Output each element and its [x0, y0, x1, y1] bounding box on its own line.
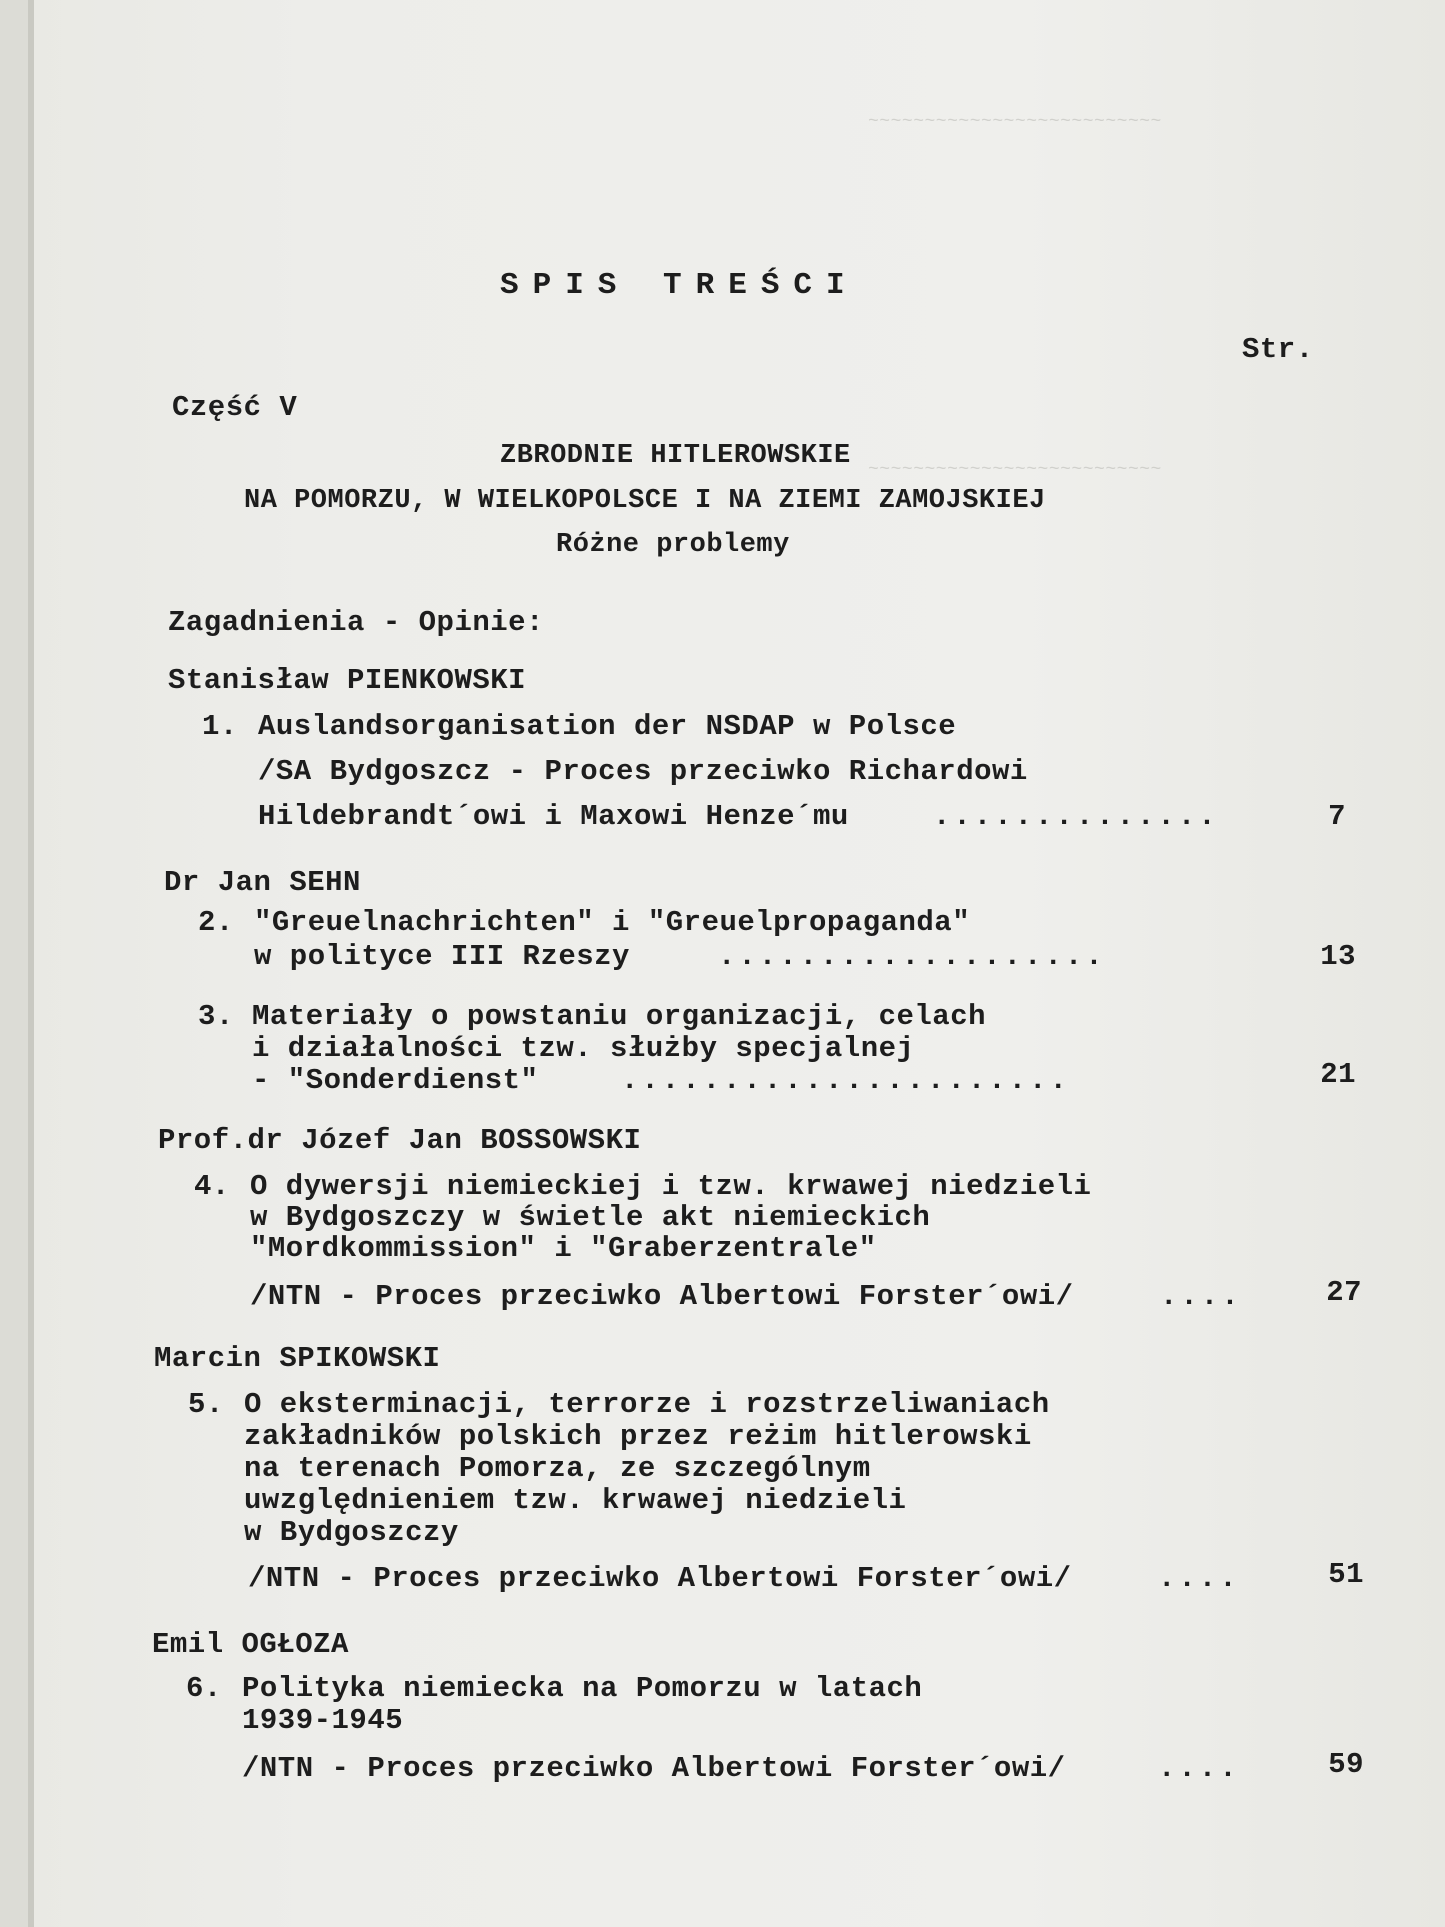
toc-entry-line: 1939-1945	[242, 1704, 404, 1737]
toc-page-number: 59	[1328, 1748, 1364, 1781]
toc-entry-line: i działalności tzw. służby specjalnej	[252, 1032, 915, 1065]
toc-entry-line: O dywersji niemieckiej i tzw. krwawej niedzieli	[250, 1170, 1092, 1203]
toc-leader-dots: ...................	[718, 940, 1106, 973]
heading-line-3: Różne problemy	[556, 530, 790, 560]
toc-entry-line: Materiały o powstaniu organizacji, celach	[252, 1000, 987, 1033]
toc-entry-line: /NTN - Proces przeciwko Albertowi Forster´owi/	[248, 1562, 1072, 1595]
toc-entry-number: 3.	[198, 1000, 234, 1033]
toc-entry-line: /SA Bydgoszcz - Proces przeciwko Richardowi	[258, 755, 1028, 788]
toc-entry-line: uwzględnieniem tzw. krwawej niedzieli	[244, 1484, 907, 1517]
toc-author: Dr Jan SEHN	[164, 866, 361, 899]
toc-entry-line: /NTN - Proces przeciwko Albertowi Forster´owi/	[250, 1280, 1074, 1313]
bleed-through-text: ~~~~~~~~~~~~~~~~~~~~~~~~~~	[868, 460, 1162, 480]
toc-leader-dots: ....	[1158, 1562, 1240, 1595]
toc-entry-number: 4.	[194, 1170, 230, 1203]
toc-page-number: 7	[1328, 800, 1346, 833]
toc-entry-line: zakładników polskich przez reżim hitlerowski	[244, 1420, 1032, 1453]
toc-page-number: 21	[1320, 1058, 1356, 1091]
toc-entry-number: 5.	[188, 1388, 224, 1421]
part-label: Część V	[172, 391, 298, 424]
section-label: Zagadnienia - Opinie:	[168, 606, 544, 639]
toc-entry-number: 6.	[186, 1672, 222, 1705]
toc-page-number: 13	[1320, 940, 1356, 973]
toc-page-number: 51	[1328, 1558, 1364, 1591]
toc-author: Marcin SPIKOWSKI	[154, 1342, 441, 1375]
toc-entry-line: /NTN - Proces przeciwko Albertowi Forster´owi/	[242, 1752, 1066, 1785]
bleed-through-text: ~~~~~~~~~~~~~~~~~~~~~~~~~~	[868, 112, 1162, 132]
heading-line-1: ZBRODNIE HITLEROWSKIE	[500, 441, 851, 471]
toc-title: SPIS TREŚCI	[500, 268, 859, 303]
toc-entry-number: 1.	[202, 710, 238, 743]
toc-entry-line: Polityka niemiecka na Pomorzu w latach	[242, 1672, 923, 1705]
toc-entry-number: 2.	[198, 906, 234, 939]
toc-entry-line: w Bydgoszczy	[244, 1516, 459, 1549]
toc-entry-line: O eksterminacji, terrorze i rozstrzeliwaniach	[244, 1388, 1050, 1421]
toc-entry-line: Auslandsorganisation der NSDAP w Polsce	[258, 710, 957, 743]
heading-line-2: NA POMORZU, W WIELKOPOLSCE I NA ZIEMI ZAMOJSKIEJ	[244, 486, 1046, 516]
toc-entry-line: "Greuelnachrichten" i "Greuelpropaganda"	[254, 906, 971, 939]
toc-entry-line: w Bydgoszczy w świetle akt niemieckich	[250, 1201, 931, 1234]
toc-page-number: 27	[1326, 1276, 1362, 1309]
toc-leader-dots: ....	[1158, 1752, 1240, 1785]
document-page	[28, 0, 1445, 1927]
toc-author: Emil OGŁOZA	[152, 1628, 349, 1661]
toc-author: Stanisław PIENKOWSKI	[168, 664, 527, 697]
toc-author: Prof.dr Józef Jan BOSSOWSKI	[158, 1124, 642, 1157]
toc-leader-dots: ......................	[621, 1064, 1070, 1097]
toc-entry-line: Hildebrandt´owi i Maxowi Henze´mu	[258, 800, 849, 833]
toc-entry-line: w polityce III Rzeszy	[254, 940, 630, 973]
toc-leader-dots: ....	[1160, 1280, 1242, 1313]
page-column-header: Str.	[1242, 333, 1314, 366]
toc-leader-dots: ..............	[933, 800, 1219, 833]
toc-entry-line: "Mordkommission" i "Graberzentrale"	[250, 1232, 877, 1265]
toc-entry-line: na terenach Pomorza, ze szczególnym	[244, 1452, 871, 1485]
toc-entry-line: - "Sonderdienst"	[252, 1064, 539, 1097]
